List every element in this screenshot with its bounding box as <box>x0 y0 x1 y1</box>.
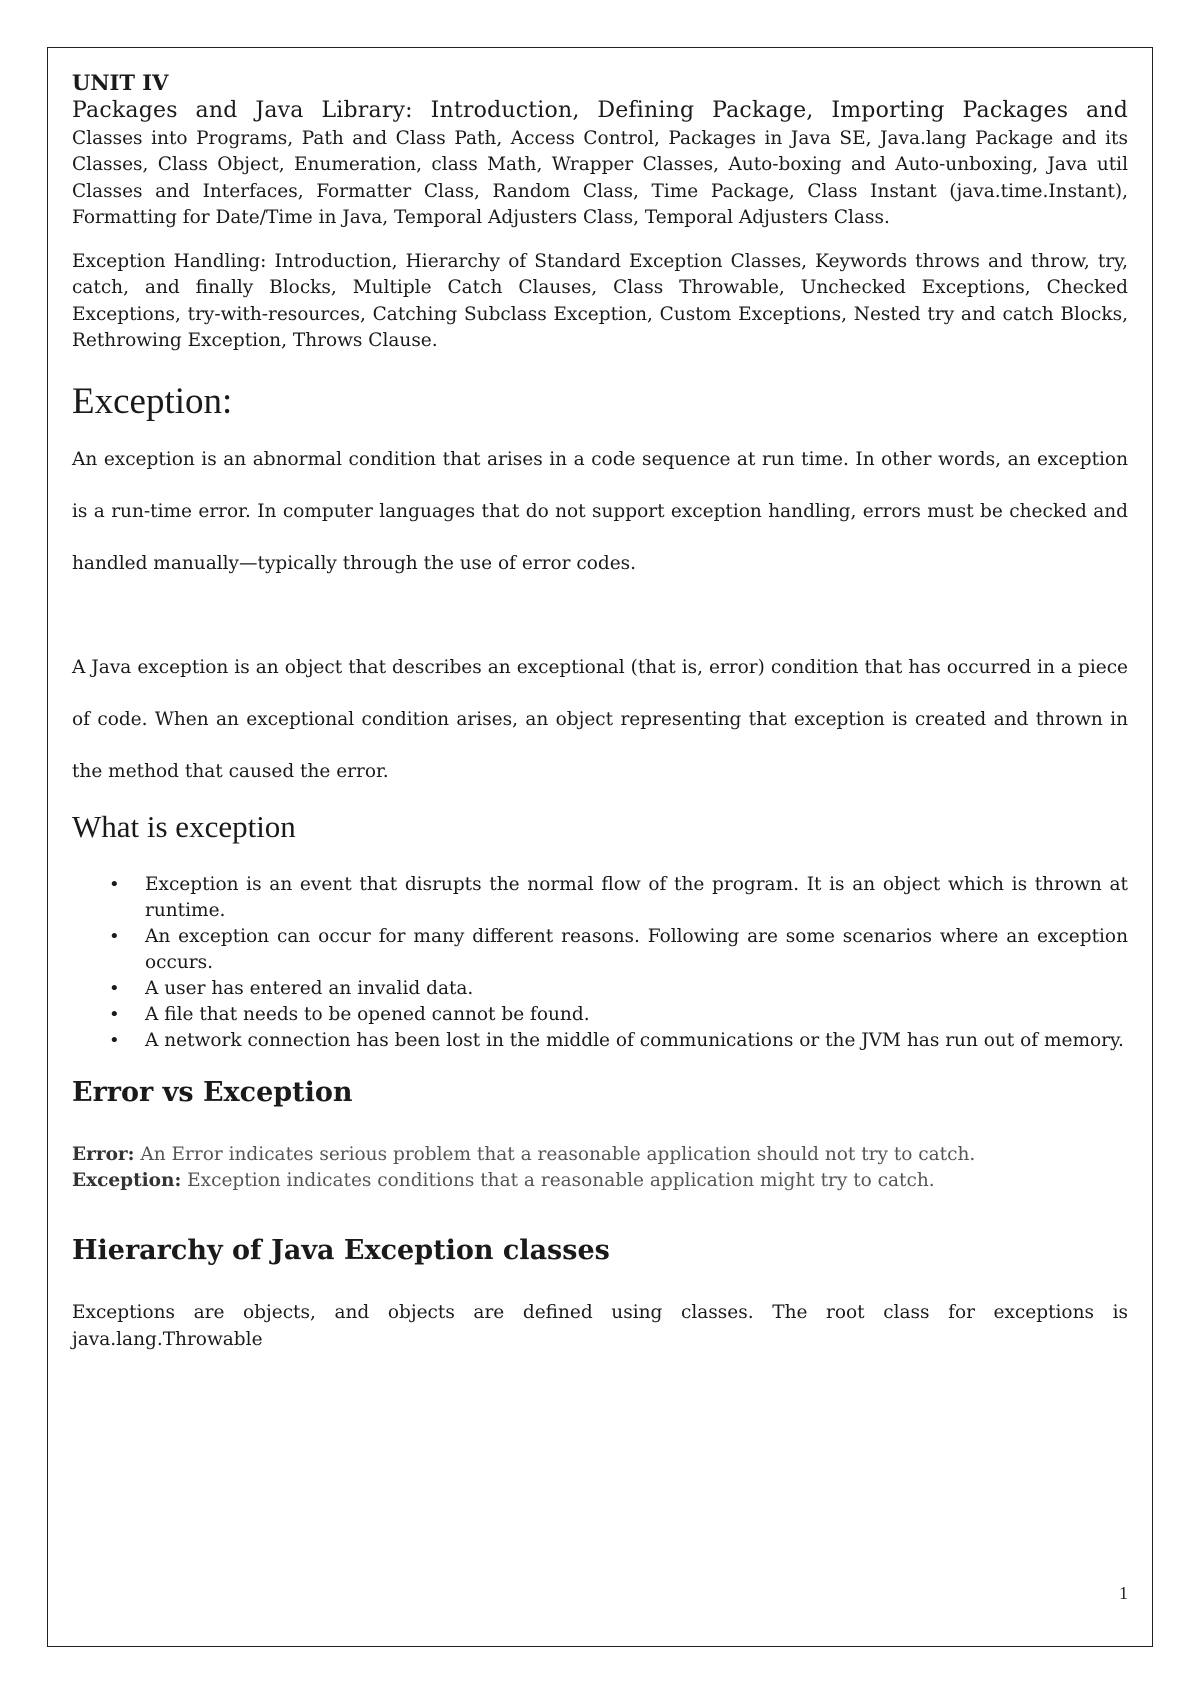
exception-bullet-list <box>72 872 1128 1054</box>
exception-handling-topics: Exception Handling: Introduction, Hierarchy of Standard Exception Classes, Keywords throws and throw, try, catch, and finally Blocks, Multiple Catch Clauses, Class Throwable, Unchecked Exceptions, Checked Exceptions, try-with-resources, Catching Subclass Exception, Custom Exceptions, Nested try and catch Blocks, Rethrowing Exception, Throws Clause. <box>72 251 1128 352</box>
list-item: • A user has entered an invalid data. <box>72 976 1128 1002</box>
bullet-icon: • <box>109 1030 120 1052</box>
intro-heading-line: Packages and Java Library: Introduction, Defining Package, Importing Packages and <box>72 98 1128 123</box>
bullet-icon: • <box>109 1004 120 1026</box>
page-number: 1 <box>1119 1583 1128 1603</box>
unit-title: UNIT IV <box>72 70 169 95</box>
exception-title: Exception: <box>72 381 233 423</box>
error-vs-exception-title: Error vs Exception <box>72 1077 353 1109</box>
list-item: • Exception is an event that disrupts the normal flow of the program. It is an object which is thrown at runtime. <box>109 874 1128 922</box>
document-content <box>72 70 1128 1353</box>
list-item: • An exception can occur for many different reasons. Following are some scenarios where an exception occurs. <box>109 926 1128 974</box>
intro-continuation: Classes into Programs, Path and Class Path, Access Control, Packages in Java SE, Java.lang Package and its Classes, Class Object, Enumeration, class Math, Wrapper Classes, Auto-boxing and Auto-unboxing, Java util Classes and Interfaces, Formatter Class, Random Class, Time Package, Class Instant (java.time.Instant), Formatting for Date/Time in Java, Temporal Adjusters Class, Temporal Adjusters Class. <box>72 128 1128 228</box>
hierarchy-title: Hierarchy of Java Exception classes <box>72 1235 610 1267</box>
exception-paragraph-2: A Java exception is an object that describes an exceptional (that is, error) condition that has occurred in a piece of code. When an exceptional condition arises, an object representing that exception is created and thrown in the method that caused the error. <box>72 657 1128 783</box>
list-item: • A network connection has been lost in the middle of communications or the JVM has run out of memory. <box>72 1028 1128 1054</box>
error-definition: Error: An Error indicates serious problem that a reasonable application should not try to catch. <box>72 1144 976 1166</box>
hierarchy-paragraph: Exceptions are objects, and objects are defined using classes. The root class for exceptions is java.lang.Throwable <box>72 1302 1128 1350</box>
list-item: • A file that needs to be opened cannot be found. <box>72 1002 1128 1028</box>
exception-paragraph-1: An exception is an abnormal condition that arises in a code sequence at run time. In other words, an exception is a run-time error. In computer languages that do not support exception handling, errors must be checked and handled manually—typically through the use of error codes. <box>72 449 1128 575</box>
bullet-icon: • <box>109 978 120 1000</box>
exception-definition: Exception: Exception indicates conditions that a reasonable application might try to catch. <box>72 1170 935 1192</box>
bullet-icon: • <box>109 874 120 896</box>
error-exception-definitions <box>72 1142 1128 1194</box>
what-is-exception-title: What is exception <box>72 809 296 845</box>
bullet-icon: • <box>109 926 120 948</box>
